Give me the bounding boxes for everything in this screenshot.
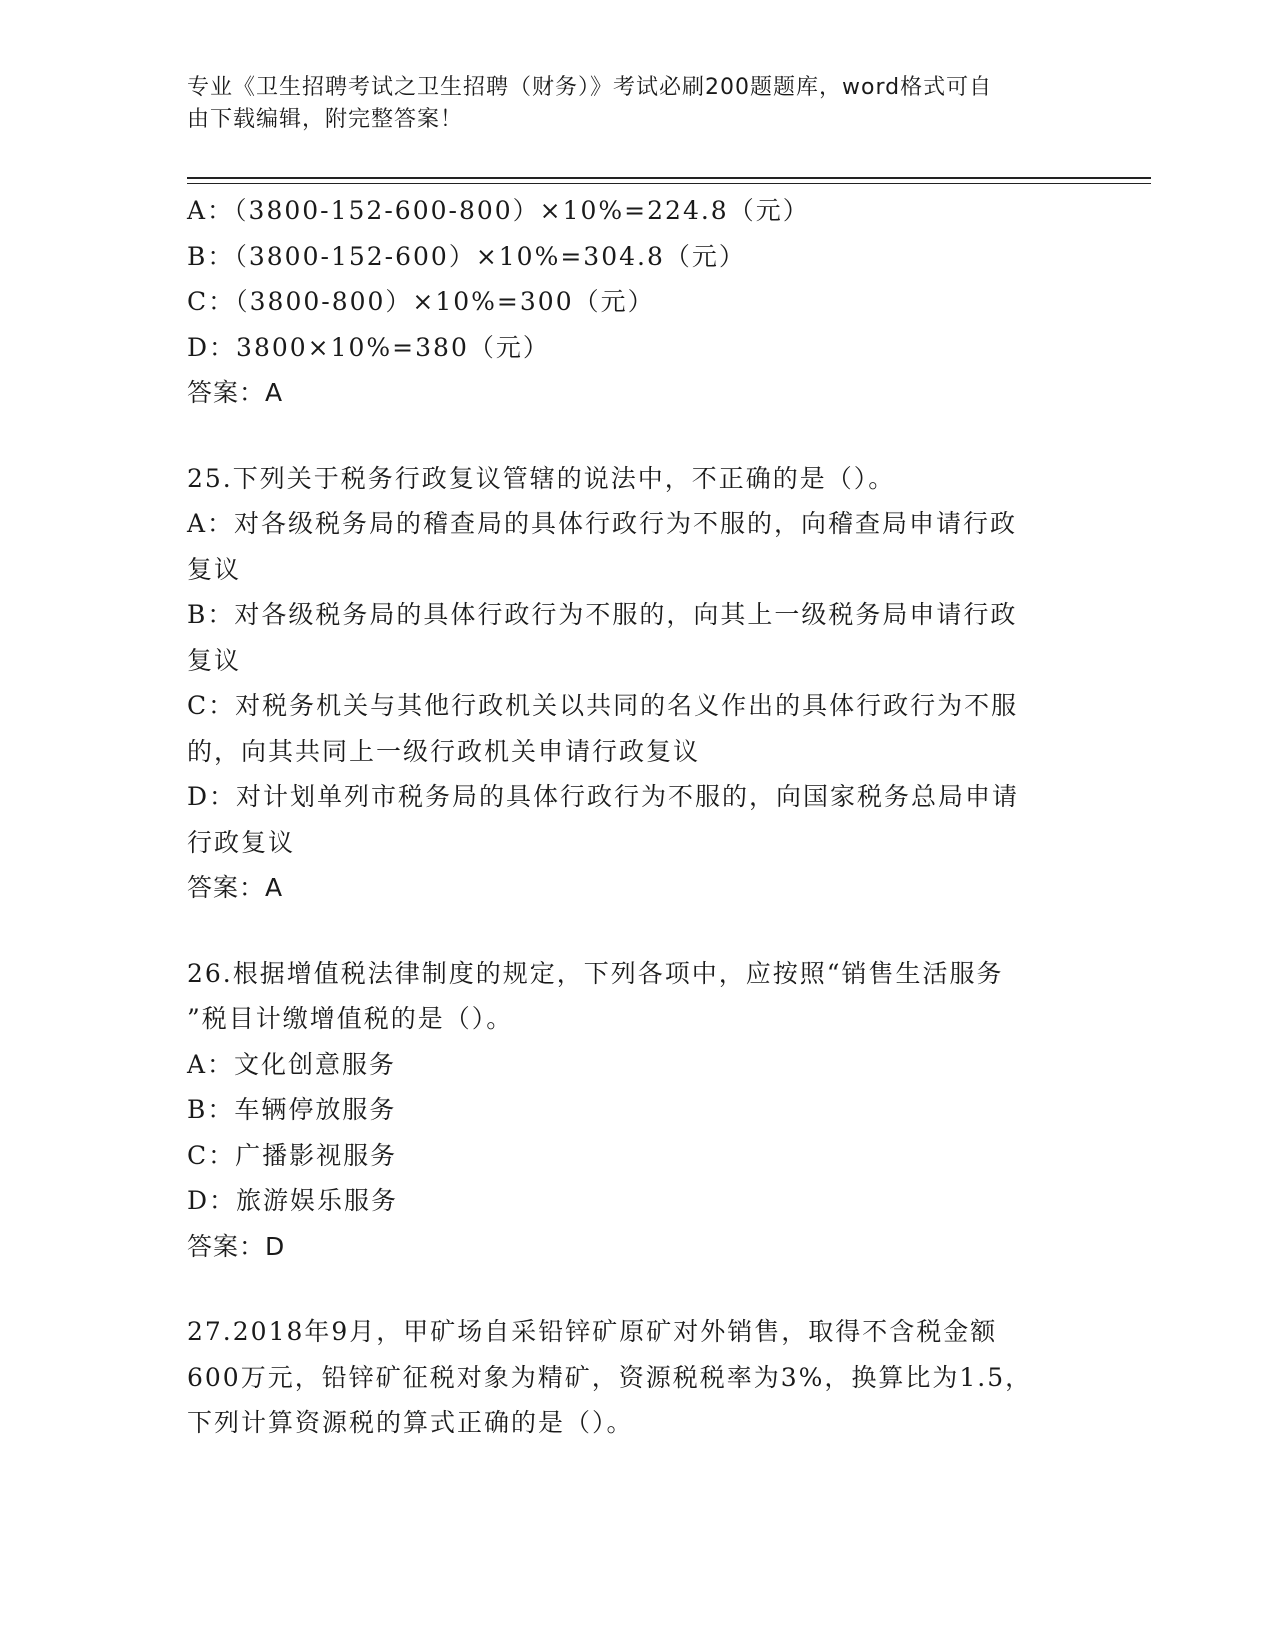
spacer (187, 911, 1087, 951)
option-c: C：（3800-800）×10%=300（元） (187, 287, 655, 316)
option-a: A：文化创意服务 (187, 1049, 397, 1079)
option-b: B：车辆停放服务 (187, 1095, 397, 1124)
option-d: D：旅游娱乐服务 (187, 1186, 399, 1215)
question-27 (187, 1309, 1087, 1446)
option-b-cont: 复议 (187, 645, 242, 675)
document-header (187, 72, 1067, 136)
spacer (187, 1269, 1087, 1309)
option-c: C：对税务机关与其他行政机关以共同的名义作出的具体行政行为不服 (187, 691, 1019, 720)
header-divider-thin (187, 183, 1151, 184)
option-c-cont: 的，向其共同上一级行政机关申请行政复议 (187, 736, 701, 766)
question-stem-cont: ”税目计缴增值税的是（）。 (187, 1004, 514, 1033)
question-stem-cont: 600万元，铅锌矿征税对象为精矿，资源税税率为3%，换算比为1.5， (187, 1362, 1033, 1392)
document-body (187, 188, 1087, 1446)
header-line-1: 专业《卫生招聘考试之卫生招聘（财务）》考试必刷200题题库，word格式可自 (187, 75, 993, 100)
question-stem-cont: 下列计算资源税的算式正确的是（）。 (187, 1408, 634, 1437)
answer: 答案：D (187, 1231, 286, 1261)
option-b: B：对各级税务局的具体行政行为不服的，向其上一级税务局申请行政 (187, 600, 1018, 629)
option-a: A：对各级税务局的稽查局的具体行政行为不服的，向稽查局申请行政 (187, 509, 1018, 538)
answer: 答案：A (187, 378, 284, 407)
option-a-cont: 复议 (187, 554, 242, 584)
option-b: B：（3800-152-600）×10%=304.8（元） (187, 241, 746, 271)
header-divider-thick (187, 177, 1151, 179)
question-stem: 27.2018年9月，甲矿场自采铅锌矿原矿对外销售，取得不含税金额 (187, 1317, 998, 1346)
question-25 (187, 456, 1087, 911)
option-d-cont: 行政复议 (187, 827, 296, 857)
spacer (187, 416, 1087, 456)
question-24 (187, 188, 1087, 416)
option-c: C：广播影视服务 (187, 1140, 398, 1170)
header-line-2: 由下载编辑，附完整答案！ (187, 107, 464, 132)
answer: 答案：A (187, 873, 284, 902)
question-stem: 25.下列关于税务行政复议管辖的说法中，不正确的是（）。 (187, 463, 896, 493)
option-d: D：3800×10%=380（元） (187, 332, 550, 362)
question-26 (187, 951, 1087, 1270)
question-stem: 26.根据增值税法律制度的规定，下列各项中，应按照“销售生活服务 (187, 958, 1004, 988)
option-a: A：（3800-152-600-800）×10%=224.8（元） (187, 196, 810, 225)
option-d: D：对计划单列市税务局的具体行政行为不服的，向国家税务总局申请 (187, 782, 1020, 811)
